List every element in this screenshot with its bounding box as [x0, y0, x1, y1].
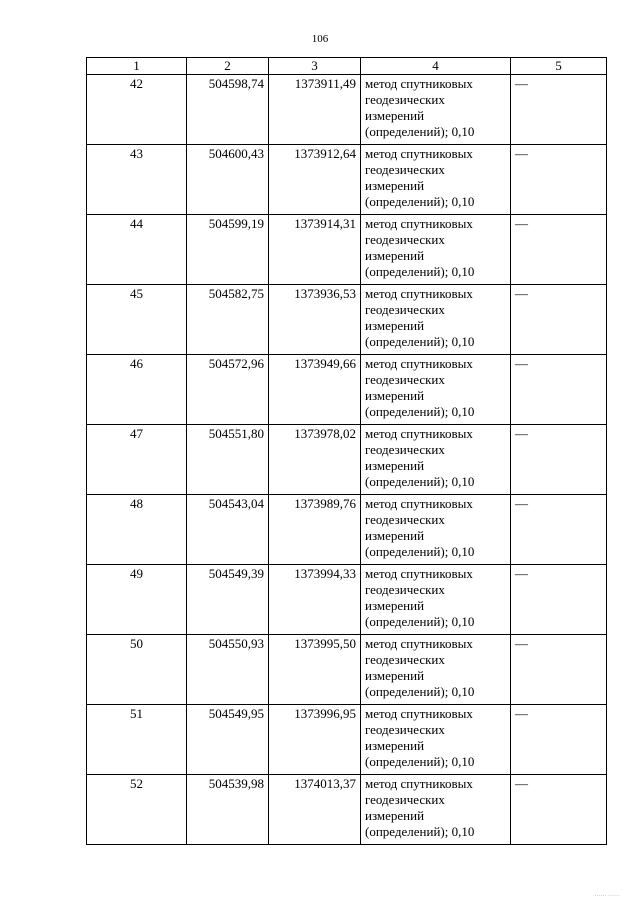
method-cell: метод спутниковых геодезических измерений (определений); 0,10	[361, 145, 511, 215]
note-cell: —	[511, 75, 607, 145]
note-cell: —	[511, 425, 607, 495]
method-cell: метод спутниковых геодезических измерений (определений); 0,10	[361, 705, 511, 775]
point-number-cell: 48	[87, 495, 187, 565]
point-number-cell: 43	[87, 145, 187, 215]
y-coordinate-cell: 1373978,02	[269, 425, 361, 495]
x-coordinate-cell: 504600,43	[187, 145, 269, 215]
table-row	[87, 355, 607, 425]
header-col-5: 5	[511, 58, 607, 75]
note-cell: —	[511, 495, 607, 565]
note-cell: —	[511, 565, 607, 635]
x-coordinate-cell: 504551,80	[187, 425, 269, 495]
x-coordinate-cell: 504598,74	[187, 75, 269, 145]
table-row	[87, 565, 607, 635]
point-number-cell: 42	[87, 75, 187, 145]
header-col-1: 1	[87, 58, 187, 75]
y-coordinate-cell: 1373989,76	[269, 495, 361, 565]
y-coordinate-cell: 1373914,31	[269, 215, 361, 285]
x-coordinate-cell: 504550,93	[187, 635, 269, 705]
point-number-cell: 47	[87, 425, 187, 495]
table-row	[87, 425, 607, 495]
y-coordinate-cell: 1373994,33	[269, 565, 361, 635]
scan-marks: …… ……	[594, 892, 620, 898]
page-number: 106	[311, 33, 329, 45]
table-row	[87, 145, 607, 215]
y-coordinate-cell: 1373949,66	[269, 355, 361, 425]
header-col-3: 3	[269, 58, 361, 75]
y-coordinate-cell: 1374013,37	[269, 775, 361, 845]
method-cell: метод спутниковых геодезических измерений (определений); 0,10	[361, 635, 511, 705]
table-row	[87, 705, 607, 775]
method-cell: метод спутниковых геодезических измерений (определений); 0,10	[361, 495, 511, 565]
y-coordinate-cell: 1373911,49	[269, 75, 361, 145]
table-row	[87, 285, 607, 355]
table-row	[87, 775, 607, 845]
note-cell: —	[511, 635, 607, 705]
table-body	[87, 75, 607, 845]
table-row	[87, 495, 607, 565]
method-cell: метод спутниковых геодезических измерений (определений); 0,10	[361, 355, 511, 425]
x-coordinate-cell: 504582,75	[187, 285, 269, 355]
note-cell: —	[511, 355, 607, 425]
coordinates-table	[86, 57, 607, 845]
table-header-row	[87, 58, 607, 75]
point-number-cell: 45	[87, 285, 187, 355]
point-number-cell: 50	[87, 635, 187, 705]
method-cell: метод спутниковых геодезических измерений (определений); 0,10	[361, 775, 511, 845]
table-row	[87, 635, 607, 705]
method-cell: метод спутниковых геодезических измерений (определений); 0,10	[361, 565, 511, 635]
y-coordinate-cell: 1373936,53	[269, 285, 361, 355]
y-coordinate-cell: 1373912,64	[269, 145, 361, 215]
point-number-cell: 52	[87, 775, 187, 845]
x-coordinate-cell: 504543,04	[187, 495, 269, 565]
header-col-4: 4	[361, 58, 511, 75]
point-number-cell: 49	[87, 565, 187, 635]
x-coordinate-cell: 504549,95	[187, 705, 269, 775]
method-cell: метод спутниковых геодезических измерений (определений); 0,10	[361, 215, 511, 285]
point-number-cell: 44	[87, 215, 187, 285]
point-number-cell: 46	[87, 355, 187, 425]
method-cell: метод спутниковых геодезических измерений (определений); 0,10	[361, 285, 511, 355]
header-col-2: 2	[187, 58, 269, 75]
method-cell: метод спутниковых геодезических измерений (определений); 0,10	[361, 425, 511, 495]
note-cell: —	[511, 215, 607, 285]
x-coordinate-cell: 504549,39	[187, 565, 269, 635]
point-number-cell: 51	[87, 705, 187, 775]
y-coordinate-cell: 1373996,95	[269, 705, 361, 775]
table-row	[87, 215, 607, 285]
x-coordinate-cell: 504572,96	[187, 355, 269, 425]
note-cell: —	[511, 705, 607, 775]
note-cell: —	[511, 145, 607, 215]
x-coordinate-cell: 504539,98	[187, 775, 269, 845]
note-cell: —	[511, 285, 607, 355]
x-coordinate-cell: 504599,19	[187, 215, 269, 285]
method-cell: метод спутниковых геодезических измерений (определений); 0,10	[361, 75, 511, 145]
y-coordinate-cell: 1373995,50	[269, 635, 361, 705]
note-cell: —	[511, 775, 607, 845]
table-row	[87, 75, 607, 145]
